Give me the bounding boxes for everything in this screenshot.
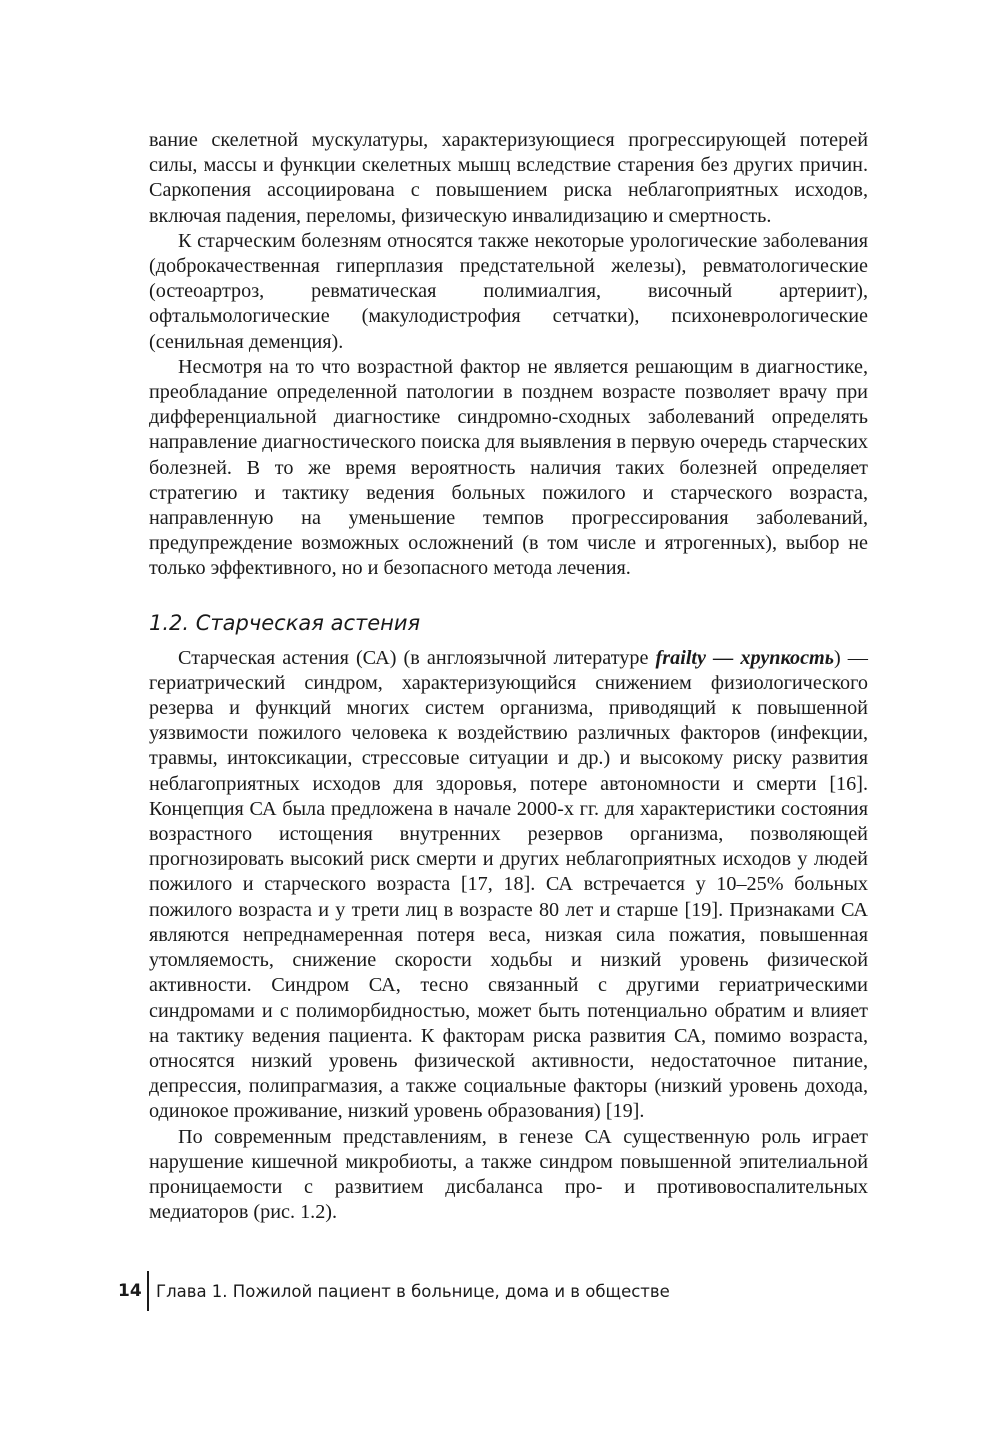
- frailty-term: frailty — хрупкость: [655, 646, 834, 669]
- frailty-body-text: ) — гериатрический синдром, характеризующийся снижением физиологического резерва и функций многих систем организма, приводящий к повышенной уязвимости пожилого человека к воздействию различных факторов (инфекции, травмы, интоксикации, стрессовые ситуации и др.) и высокому риску развития неблагоприятных исходов для здоровья, потере автономности и смерти [16]. Концепция СА была предложена в начале 2000-х гг. для характеристики состояния возрастного истощения внутренних резервов организма, позволяющей прогнозировать высокий риск смерти и других неблагоприятных исходов у людей пожилого и старческого возраста [17, 18]. СА встречается у 10–25% больных пожилого возраста и у трети лиц в возрасте 80 лет и старше [19]. Признаками СА являются непреднамеренная потеря веса, низкая сила пожатия, повышенная утомляемость, снижение скорости ходьбы и низкий уровень физической активности. Синдром СА, тесно связанный с другими гериатрическими синдромами и с полиморбидностью, может быть потенциально обратим и влияет на тактику ведения пациента. К факторам риска развития СА, помимо возраста, относятся низкий уровень физической активности, недостаточное питание, депрессия, полипрагмазия, а также социальные факторы (низкий уровень дохода, одинокое проживание, низкий уровень образования) [19].: [149, 646, 868, 1123]
- page-number: 14: [118, 1281, 142, 1301]
- frailty-lead-text: Старческая астения (СА) (в англоязычной литературе: [178, 646, 656, 669]
- paragraph-sarcopenia-continuation: вание скелетной мускулатуры, характеризующиеся прогрессирующей потерей силы, массы и функции скелетных мышц вследствие старения без других причин. Саркопения ассоциирована с повышением риска неблагоприятных исходов, включая падения, переломы, физическую инвалидизацию и смертность.: [149, 129, 868, 227]
- section-heading: 1.2. Старческая астения: [149, 610, 421, 635]
- paragraph-microbiota: По современным представлениям, в генезе СА существенную роль играет нарушение кишечной микробиоты, а также синдром повышенной эпителиальной проницаемости с развитием дисбаланса про- и противовоспалительных медиаторов (рис. 1.2).: [149, 1125, 868, 1224]
- running-title: Глава 1. Пожилой пациент в больнице, дома и в обществе: [156, 1281, 670, 1301]
- paragraph-age-factor: Несмотря на то что возрастной фактор не является решающим в диагностике, преобладание определенной патологии в позднем возрасте позволяет врачу при дифференциальной диагностике синдромно-сходных заболеваний определять направление диагностического поиска для выявления в первую очередь старческих болезней. В то же время вероятность наличия таких болезней определяет стратегию и тактику ведения больных пожилого и старческого возраста, направленную на уменьшение темпов прогрессирования заболеваний, предупреждение возможных осложнений (в том числе и ятрогенных), выбор не только эффективного, но и безопасного метода лечения.: [149, 355, 868, 580]
- footer-divider: [147, 1271, 149, 1311]
- paragraph-senile-diseases: К старческим болезням относятся также некоторые урологические заболевания (доброкачественная гиперплазия предстательной железы), ревматологические (остеоартроз, ревматическая полимиалгия, височный артериит), офтальмологические (макулодистрофия сетчатки), психоневрологические (сенильная деменция).: [149, 229, 868, 353]
- page-body: [149, 128, 868, 1225]
- paragraph-frailty-definition: [149, 646, 868, 1125]
- page-footer: [118, 1271, 670, 1311]
